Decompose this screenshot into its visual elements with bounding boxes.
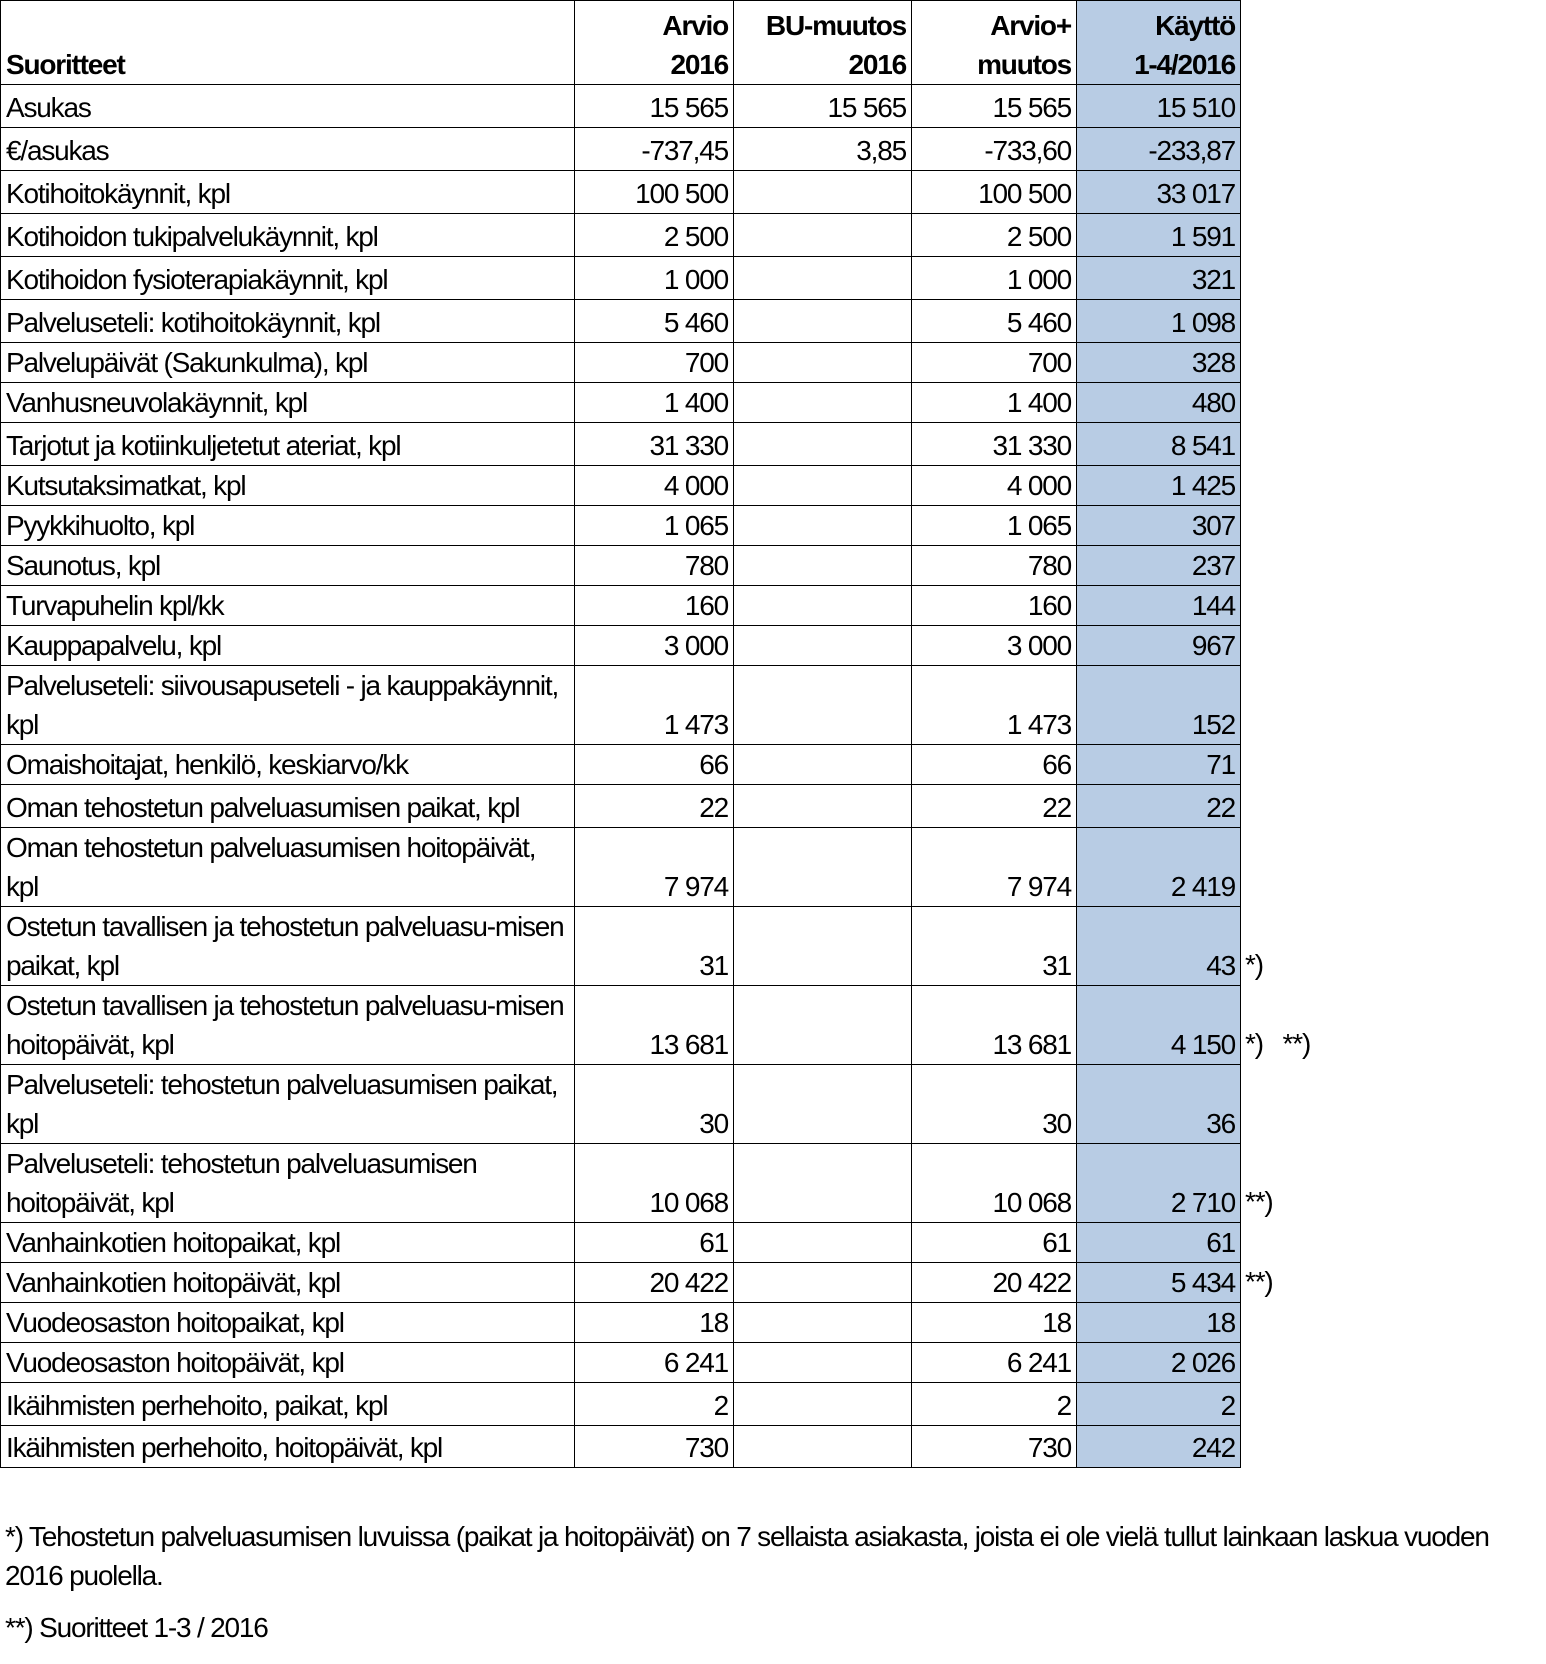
value-kaytto-1-4-2016: 152 — [1077, 666, 1241, 745]
value-bu-muutos-2016 — [734, 383, 912, 423]
value-arvio-muutos: 66 — [912, 745, 1077, 785]
value-arvio-2016: 700 — [575, 343, 734, 383]
value-arvio-muutos: 22 — [912, 785, 1077, 828]
value-bu-muutos-2016: 15 565 — [734, 85, 912, 128]
row-note-marker: **) — [1245, 1265, 1273, 1297]
value-arvio-2016: 100 500 — [575, 171, 734, 214]
table-row — [1, 1383, 1241, 1426]
value-bu-muutos-2016: 3,85 — [734, 128, 912, 171]
row-label: Oman tehostetun palveluasumisen hoitopäivät, kpl — [1, 828, 575, 907]
value-bu-muutos-2016 — [734, 257, 912, 300]
value-kaytto-1-4-2016: 1 425 — [1077, 466, 1241, 506]
table-row — [1, 128, 1241, 171]
value-arvio-2016: 1 400 — [575, 383, 734, 423]
value-kaytto-1-4-2016: 2 026 — [1077, 1343, 1241, 1383]
value-bu-muutos-2016 — [734, 1144, 912, 1223]
table-header-row — [1, 1, 1241, 85]
value-arvio-2016: 1 000 — [575, 257, 734, 300]
value-arvio-2016: 1 473 — [575, 666, 734, 745]
row-label: Ostetun tavallisen ja tehostetun palveluasu-misen paikat, kpl — [1, 907, 575, 986]
row-label: Omaishoitajat, henkilö, keskiarvo/kk — [1, 745, 575, 785]
table-row — [1, 85, 1241, 128]
value-kaytto-1-4-2016: -233,87 — [1077, 128, 1241, 171]
row-label: Asukas — [1, 85, 575, 128]
table-row — [1, 1303, 1241, 1343]
row-label: Oman tehostetun palveluasumisen paikat, kpl — [1, 785, 575, 828]
value-arvio-2016: 18 — [575, 1303, 734, 1343]
value-arvio-muutos: 1 000 — [912, 257, 1077, 300]
value-kaytto-1-4-2016: 71 — [1077, 745, 1241, 785]
value-arvio-2016: 160 — [575, 586, 734, 626]
value-arvio-muutos: 700 — [912, 343, 1077, 383]
value-bu-muutos-2016 — [734, 1223, 912, 1263]
header-bu-muutos-2016: BU-muutos 2016 — [734, 1, 912, 85]
row-label: Vanhainkotien hoitopaikat, kpl — [1, 1223, 575, 1263]
value-arvio-muutos: 13 681 — [912, 986, 1077, 1065]
row-label: Palveluseteli: tehostetun palveluasumisen paikat, kpl — [1, 1065, 575, 1144]
value-arvio-2016: 780 — [575, 546, 734, 586]
table-row — [1, 214, 1241, 257]
value-arvio-muutos: 100 500 — [912, 171, 1077, 214]
table-row — [1, 1065, 1241, 1144]
value-bu-muutos-2016 — [734, 828, 912, 907]
row-note-marker: **) — [1245, 1185, 1273, 1217]
value-bu-muutos-2016 — [734, 986, 912, 1065]
value-arvio-2016: 4 000 — [575, 466, 734, 506]
table-row — [1, 666, 1241, 745]
value-arvio-muutos: 4 000 — [912, 466, 1077, 506]
value-arvio-muutos: 160 — [912, 586, 1077, 626]
value-arvio-muutos: 2 500 — [912, 214, 1077, 257]
value-arvio-muutos: -733,60 — [912, 128, 1077, 171]
row-label: Vanhusneuvolakäynnit, kpl — [1, 383, 575, 423]
row-label: Saunotus, kpl — [1, 546, 575, 586]
value-kaytto-1-4-2016: 1 098 — [1077, 300, 1241, 343]
value-arvio-2016: 20 422 — [575, 1263, 734, 1303]
table-row — [1, 828, 1241, 907]
value-arvio-muutos: 31 330 — [912, 423, 1077, 466]
value-arvio-2016: 6 241 — [575, 1343, 734, 1383]
table-row — [1, 745, 1241, 785]
value-kaytto-1-4-2016: 2 419 — [1077, 828, 1241, 907]
footnote-2: **) Suoritteet 1-3 / 2016 — [5, 1612, 268, 1643]
value-arvio-muutos: 2 — [912, 1383, 1077, 1426]
table-row — [1, 171, 1241, 214]
value-arvio-2016: 31 — [575, 907, 734, 986]
table-row — [1, 1263, 1241, 1303]
table-row — [1, 626, 1241, 666]
table-row — [1, 1343, 1241, 1383]
table-row — [1, 1426, 1241, 1468]
value-kaytto-1-4-2016: 237 — [1077, 546, 1241, 586]
value-kaytto-1-4-2016: 8 541 — [1077, 423, 1241, 466]
header-arvio-muutos: Arvio+ muutos — [912, 1, 1077, 85]
table-row — [1, 300, 1241, 343]
value-bu-muutos-2016 — [734, 1065, 912, 1144]
value-arvio-muutos: 30 — [912, 1065, 1077, 1144]
value-bu-muutos-2016 — [734, 745, 912, 785]
row-label: Pyykkihuolto, kpl — [1, 506, 575, 546]
value-arvio-muutos: 7 974 — [912, 828, 1077, 907]
value-arvio-2016: 66 — [575, 745, 734, 785]
table-row — [1, 986, 1241, 1065]
table-row — [1, 423, 1241, 466]
table-row — [1, 1223, 1241, 1263]
value-kaytto-1-4-2016: 18 — [1077, 1303, 1241, 1343]
value-kaytto-1-4-2016: 144 — [1077, 586, 1241, 626]
value-arvio-muutos: 20 422 — [912, 1263, 1077, 1303]
value-kaytto-1-4-2016: 242 — [1077, 1426, 1241, 1468]
row-label: Kotihoitokäynnit, kpl — [1, 171, 575, 214]
value-bu-muutos-2016 — [734, 214, 912, 257]
value-arvio-muutos: 730 — [912, 1426, 1077, 1468]
value-kaytto-1-4-2016: 1 591 — [1077, 214, 1241, 257]
row-note-marker: *) **) — [1245, 1027, 1311, 1059]
value-bu-muutos-2016 — [734, 300, 912, 343]
value-arvio-2016: 30 — [575, 1065, 734, 1144]
value-bu-muutos-2016 — [734, 1383, 912, 1426]
value-bu-muutos-2016 — [734, 1303, 912, 1343]
table-row — [1, 907, 1241, 986]
value-arvio-muutos: 31 — [912, 907, 1077, 986]
value-arvio-2016: 10 068 — [575, 1144, 734, 1223]
value-bu-muutos-2016 — [734, 1343, 912, 1383]
row-label: Kauppapalvelu, kpl — [1, 626, 575, 666]
value-bu-muutos-2016 — [734, 1426, 912, 1468]
row-label: Tarjotut ja kotiinkuljetetut ateriat, kpl — [1, 423, 575, 466]
value-arvio-2016: 1 065 — [575, 506, 734, 546]
value-kaytto-1-4-2016: 33 017 — [1077, 171, 1241, 214]
table-row — [1, 1144, 1241, 1223]
value-bu-muutos-2016 — [734, 626, 912, 666]
row-label: Kotihoidon fysioterapiakäynnit, kpl — [1, 257, 575, 300]
value-arvio-muutos: 18 — [912, 1303, 1077, 1343]
table-row — [1, 785, 1241, 828]
value-arvio-muutos: 1 473 — [912, 666, 1077, 745]
value-kaytto-1-4-2016: 967 — [1077, 626, 1241, 666]
footnotes — [5, 1517, 1525, 1647]
value-kaytto-1-4-2016: 2 710 — [1077, 1144, 1241, 1223]
table-row — [1, 383, 1241, 423]
value-kaytto-1-4-2016: 4 150 — [1077, 986, 1241, 1065]
value-bu-muutos-2016 — [734, 343, 912, 383]
value-kaytto-1-4-2016: 36 — [1077, 1065, 1241, 1144]
header-kaytto-1-4-2016: Käyttö 1-4/2016 — [1077, 1, 1241, 85]
row-label: Ikäihmisten perhehoito, hoitopäivät, kpl — [1, 1426, 575, 1468]
row-label: €/asukas — [1, 128, 575, 171]
row-label: Vuodeosaston hoitopäivät, kpl — [1, 1343, 575, 1383]
value-arvio-2016: 2 — [575, 1383, 734, 1426]
value-bu-muutos-2016 — [734, 1263, 912, 1303]
value-bu-muutos-2016 — [734, 907, 912, 986]
table-row — [1, 466, 1241, 506]
header-arvio-2016: Arvio 2016 — [575, 1, 734, 85]
row-label: Ikäihmisten perhehoito, paikat, kpl — [1, 1383, 575, 1426]
table-row — [1, 506, 1241, 546]
value-kaytto-1-4-2016: 2 — [1077, 1383, 1241, 1426]
row-label: Vuodeosaston hoitopaikat, kpl — [1, 1303, 575, 1343]
row-note-marker: *) — [1245, 948, 1263, 980]
header-suoritteet: Suoritteet — [1, 1, 575, 85]
value-arvio-2016: -737,45 — [575, 128, 734, 171]
value-bu-muutos-2016 — [734, 466, 912, 506]
row-label: Palvelupäivät (Sakunkulma), kpl — [1, 343, 575, 383]
footnote-1: *) Tehostetun palveluasumisen luvuissa (paikat ja hoitopäivät) on 7 sellaista asiakasta, joista ei ole vielä tullut lainkaan laskua vuoden 2016 puolella. — [5, 1521, 1489, 1591]
row-label: Ostetun tavallisen ja tehostetun palveluasu-misen hoitopäivät, kpl — [1, 986, 575, 1065]
value-arvio-muutos: 780 — [912, 546, 1077, 586]
value-arvio-2016: 15 565 — [575, 85, 734, 128]
row-label: Kutsutaksimatkat, kpl — [1, 466, 575, 506]
value-arvio-muutos: 1 065 — [912, 506, 1077, 546]
value-bu-muutos-2016 — [734, 171, 912, 214]
value-kaytto-1-4-2016: 22 — [1077, 785, 1241, 828]
value-arvio-2016: 13 681 — [575, 986, 734, 1065]
value-arvio-2016: 730 — [575, 1426, 734, 1468]
value-bu-muutos-2016 — [734, 506, 912, 546]
row-label: Turvapuhelin kpl/kk — [1, 586, 575, 626]
value-arvio-2016: 5 460 — [575, 300, 734, 343]
value-arvio-2016: 2 500 — [575, 214, 734, 257]
value-arvio-2016: 7 974 — [575, 828, 734, 907]
table-row — [1, 257, 1241, 300]
value-kaytto-1-4-2016: 43 — [1077, 907, 1241, 986]
value-arvio-2016: 3 000 — [575, 626, 734, 666]
value-kaytto-1-4-2016: 5 434 — [1077, 1263, 1241, 1303]
value-kaytto-1-4-2016: 321 — [1077, 257, 1241, 300]
value-arvio-muutos: 5 460 — [912, 300, 1077, 343]
value-arvio-2016: 31 330 — [575, 423, 734, 466]
value-bu-muutos-2016 — [734, 423, 912, 466]
value-kaytto-1-4-2016: 15 510 — [1077, 85, 1241, 128]
value-bu-muutos-2016 — [734, 666, 912, 745]
value-kaytto-1-4-2016: 328 — [1077, 343, 1241, 383]
value-arvio-2016: 22 — [575, 785, 734, 828]
value-arvio-muutos: 6 241 — [912, 1343, 1077, 1383]
table-row — [1, 586, 1241, 626]
value-bu-muutos-2016 — [734, 586, 912, 626]
row-label: Palveluseteli: tehostetun palveluasumisen hoitopäivät, kpl — [1, 1144, 575, 1223]
value-bu-muutos-2016 — [734, 546, 912, 586]
row-label: Kotihoidon tukipalvelukäynnit, kpl — [1, 214, 575, 257]
row-label: Palveluseteli: kotihoitokäynnit, kpl — [1, 300, 575, 343]
value-kaytto-1-4-2016: 61 — [1077, 1223, 1241, 1263]
value-arvio-muutos: 61 — [912, 1223, 1077, 1263]
value-arvio-muutos: 3 000 — [912, 626, 1077, 666]
value-arvio-2016: 61 — [575, 1223, 734, 1263]
value-kaytto-1-4-2016: 480 — [1077, 383, 1241, 423]
value-arvio-muutos: 10 068 — [912, 1144, 1077, 1223]
value-arvio-muutos: 1 400 — [912, 383, 1077, 423]
value-arvio-muutos: 15 565 — [912, 85, 1077, 128]
value-bu-muutos-2016 — [734, 785, 912, 828]
row-label: Palveluseteli: siivousapuseteli - ja kauppakäynnit, kpl — [1, 666, 575, 745]
table-row — [1, 546, 1241, 586]
table-row — [1, 343, 1241, 383]
value-kaytto-1-4-2016: 307 — [1077, 506, 1241, 546]
row-label: Vanhainkotien hoitopäivät, kpl — [1, 1263, 575, 1303]
